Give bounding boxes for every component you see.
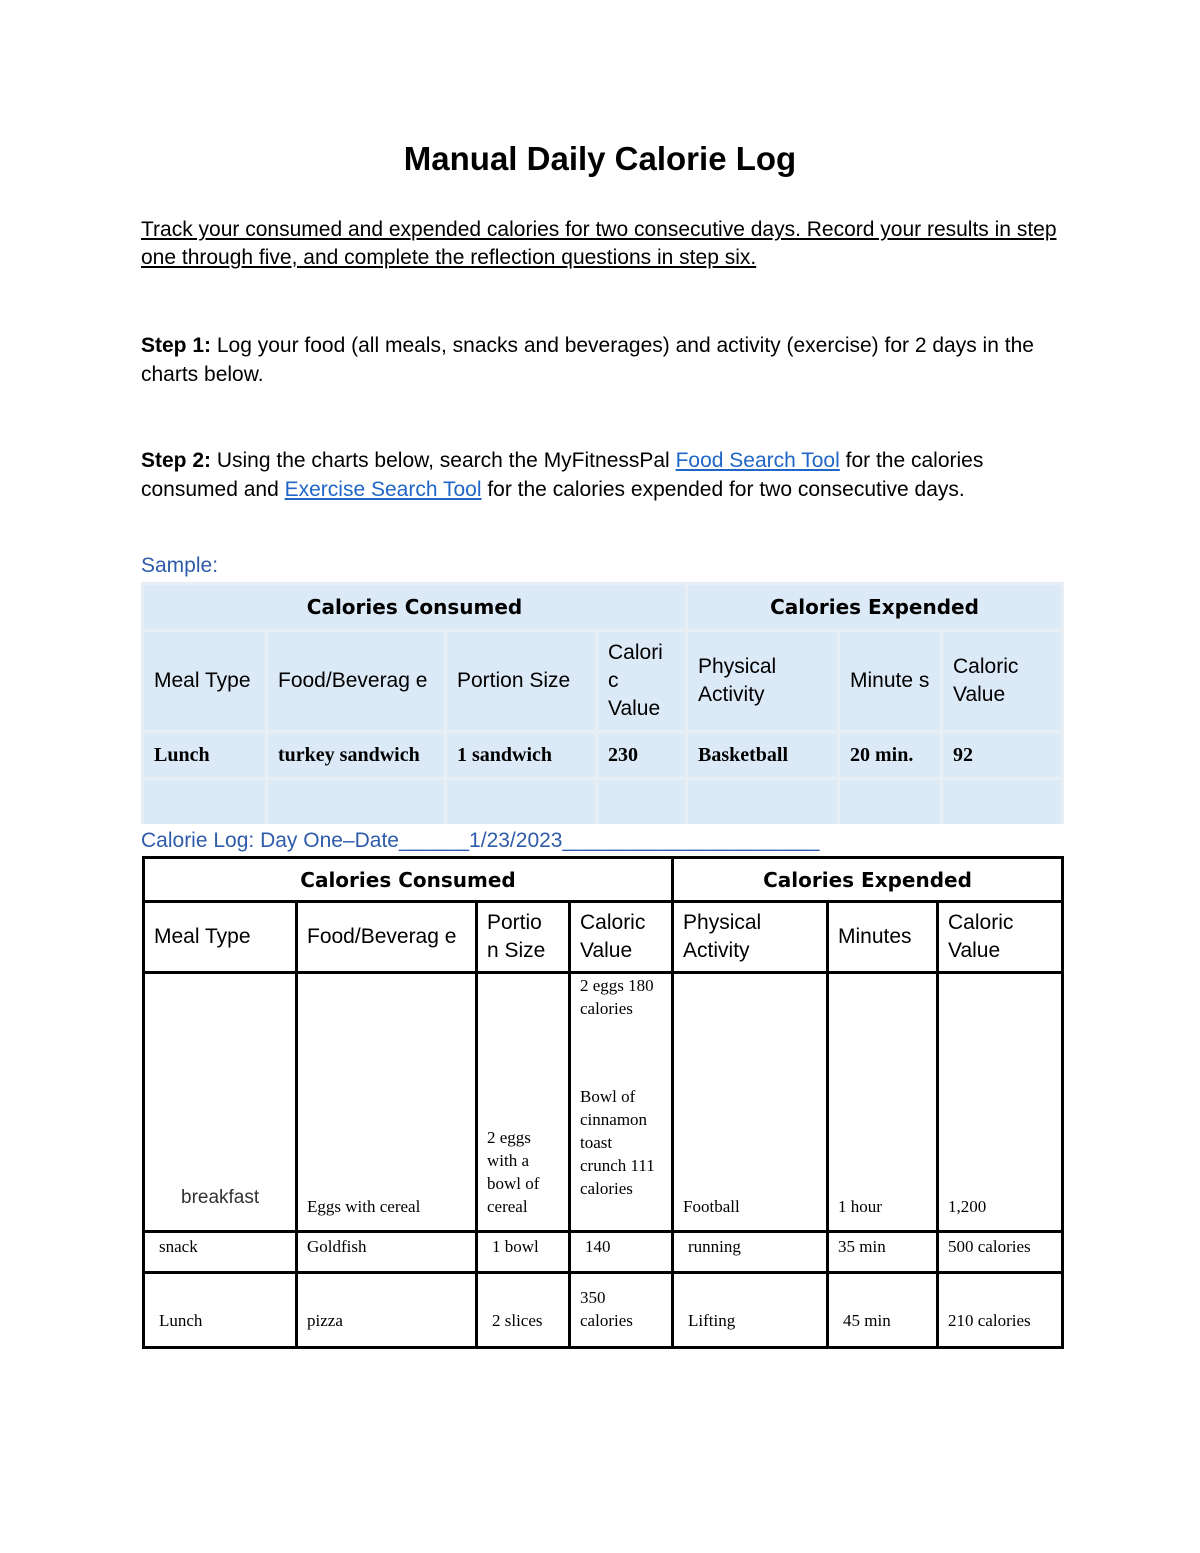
sample-col-burned: Caloric Value [942, 631, 1063, 732]
sample-blank [839, 779, 942, 825]
sample-cell-minutes: 20 min. [839, 732, 942, 779]
cell-activity: Football [673, 973, 828, 1232]
cell-portion: 2 eggs with a bowl of cereal [477, 973, 570, 1232]
cell-meal: Lunch [144, 1273, 297, 1348]
exercise-search-tool-link[interactable]: Exercise Search Tool [284, 478, 482, 501]
step-2-text-b: for the calories consumed and [141, 449, 984, 501]
sample-cell-burned: 92 [942, 732, 1063, 779]
sample-consumed-header: Calories Consumed [143, 584, 687, 631]
sample-cell-portion: 1 sandwich [446, 732, 597, 779]
sample-cell-food: turkey sandwich [267, 732, 446, 779]
sample-blank [597, 779, 687, 825]
step-2-text-a: Using the charts below, search the MyFitnessPal [211, 449, 676, 472]
sample-cell-caloric: 230 [597, 732, 687, 779]
table-row [144, 1232, 1063, 1273]
day-one-consumed-header: Calories Consumed [144, 858, 673, 902]
day-one-col-food: Food/Beverag e [297, 902, 477, 973]
caloric-eggs: 2 eggs 180 calories [580, 976, 654, 1018]
cell-meal: snack [144, 1232, 297, 1273]
day-one-col-meal-type: Meal Type [144, 902, 297, 973]
cell-portion: 1 bowl [477, 1232, 570, 1273]
sample-label: Sample: [141, 554, 219, 577]
day-one-col-caloric: Caloric Value [570, 902, 673, 973]
cell-activity: Lifting [673, 1273, 828, 1348]
cell-minutes: 45 min [828, 1273, 938, 1348]
day-one-col-minutes: Minutes [828, 902, 938, 973]
cell-caloric: 140 [570, 1232, 673, 1273]
cell-caloric [570, 973, 673, 1232]
table-row [144, 973, 1063, 1232]
step-2 [141, 446, 1061, 504]
cell-minutes: 1 hour [828, 973, 938, 1232]
cell-portion: 2 slices [477, 1273, 570, 1348]
day-one-col-activity: Physical Activity [673, 902, 828, 973]
sample-blank [687, 779, 839, 825]
sample-blank [143, 779, 267, 825]
cell-activity: running [673, 1232, 828, 1273]
table-row [144, 1273, 1063, 1348]
sample-blank [446, 779, 597, 825]
sample-expended-header: Calories Expended [687, 584, 1063, 631]
food-search-tool-link[interactable]: Food Search Tool [675, 449, 840, 472]
day-one-col-portion: Portio n Size [477, 902, 570, 973]
sample-col-activity: Physical Activity [687, 631, 839, 732]
sample-col-portion: Portion Size [446, 631, 597, 732]
cell-food: Eggs with cereal [297, 973, 477, 1232]
cell-food: pizza [297, 1273, 477, 1348]
caloric-cereal: Bowl of cinnamon toast crunch 111 calories [580, 1087, 655, 1198]
day-one-label: Calorie Log: Day One–Date______1/23/2023______________________ [141, 829, 820, 852]
cell-burned: 1,200 [938, 973, 1063, 1232]
caloric-pizza: 350 calories [580, 1288, 633, 1330]
intro-text: Track your consumed and expended calories for two consecutive days. Record your results in step one through five, and complete the reflection questions in step six. [141, 218, 1057, 269]
sample-cell-meal: Lunch [143, 732, 267, 779]
cell-caloric [570, 1273, 673, 1348]
cell-burned: 210 calories [938, 1273, 1063, 1348]
cell-meal: breakfast [144, 973, 297, 1232]
step-1 [141, 331, 1061, 389]
cell-minutes: 35 min [828, 1232, 938, 1273]
cell-burned: 500 calories [938, 1232, 1063, 1273]
day-one-table [142, 856, 1064, 1349]
cell-food: Goldfish [297, 1232, 477, 1273]
step-1-text: Log your food (all meals, snacks and beverages) and activity (exercise) for 2 days in the charts below. [141, 334, 1034, 386]
day-one-expended-header: Calories Expended [673, 858, 1063, 902]
step-2-text-c: for the calories expended for two consecutive days. [481, 478, 965, 501]
sample-col-meal-type: Meal Type [143, 631, 267, 732]
sample-col-caloric: Calori c Value [597, 631, 687, 732]
sample-blank [267, 779, 446, 825]
sample-col-minutes: Minute s [839, 631, 942, 732]
day-one-col-burned: Caloric Value [938, 902, 1063, 973]
sample-cell-activity: Basketball [687, 732, 839, 779]
sample-col-food: Food/Beverag e [267, 631, 446, 732]
sample-blank [942, 779, 1063, 825]
step-2-label: Step 2: [141, 449, 212, 472]
sample-table [141, 582, 1064, 824]
step-1-label: Step 1: [141, 334, 212, 357]
page-title: Manual Daily Calorie Log [403, 140, 797, 177]
